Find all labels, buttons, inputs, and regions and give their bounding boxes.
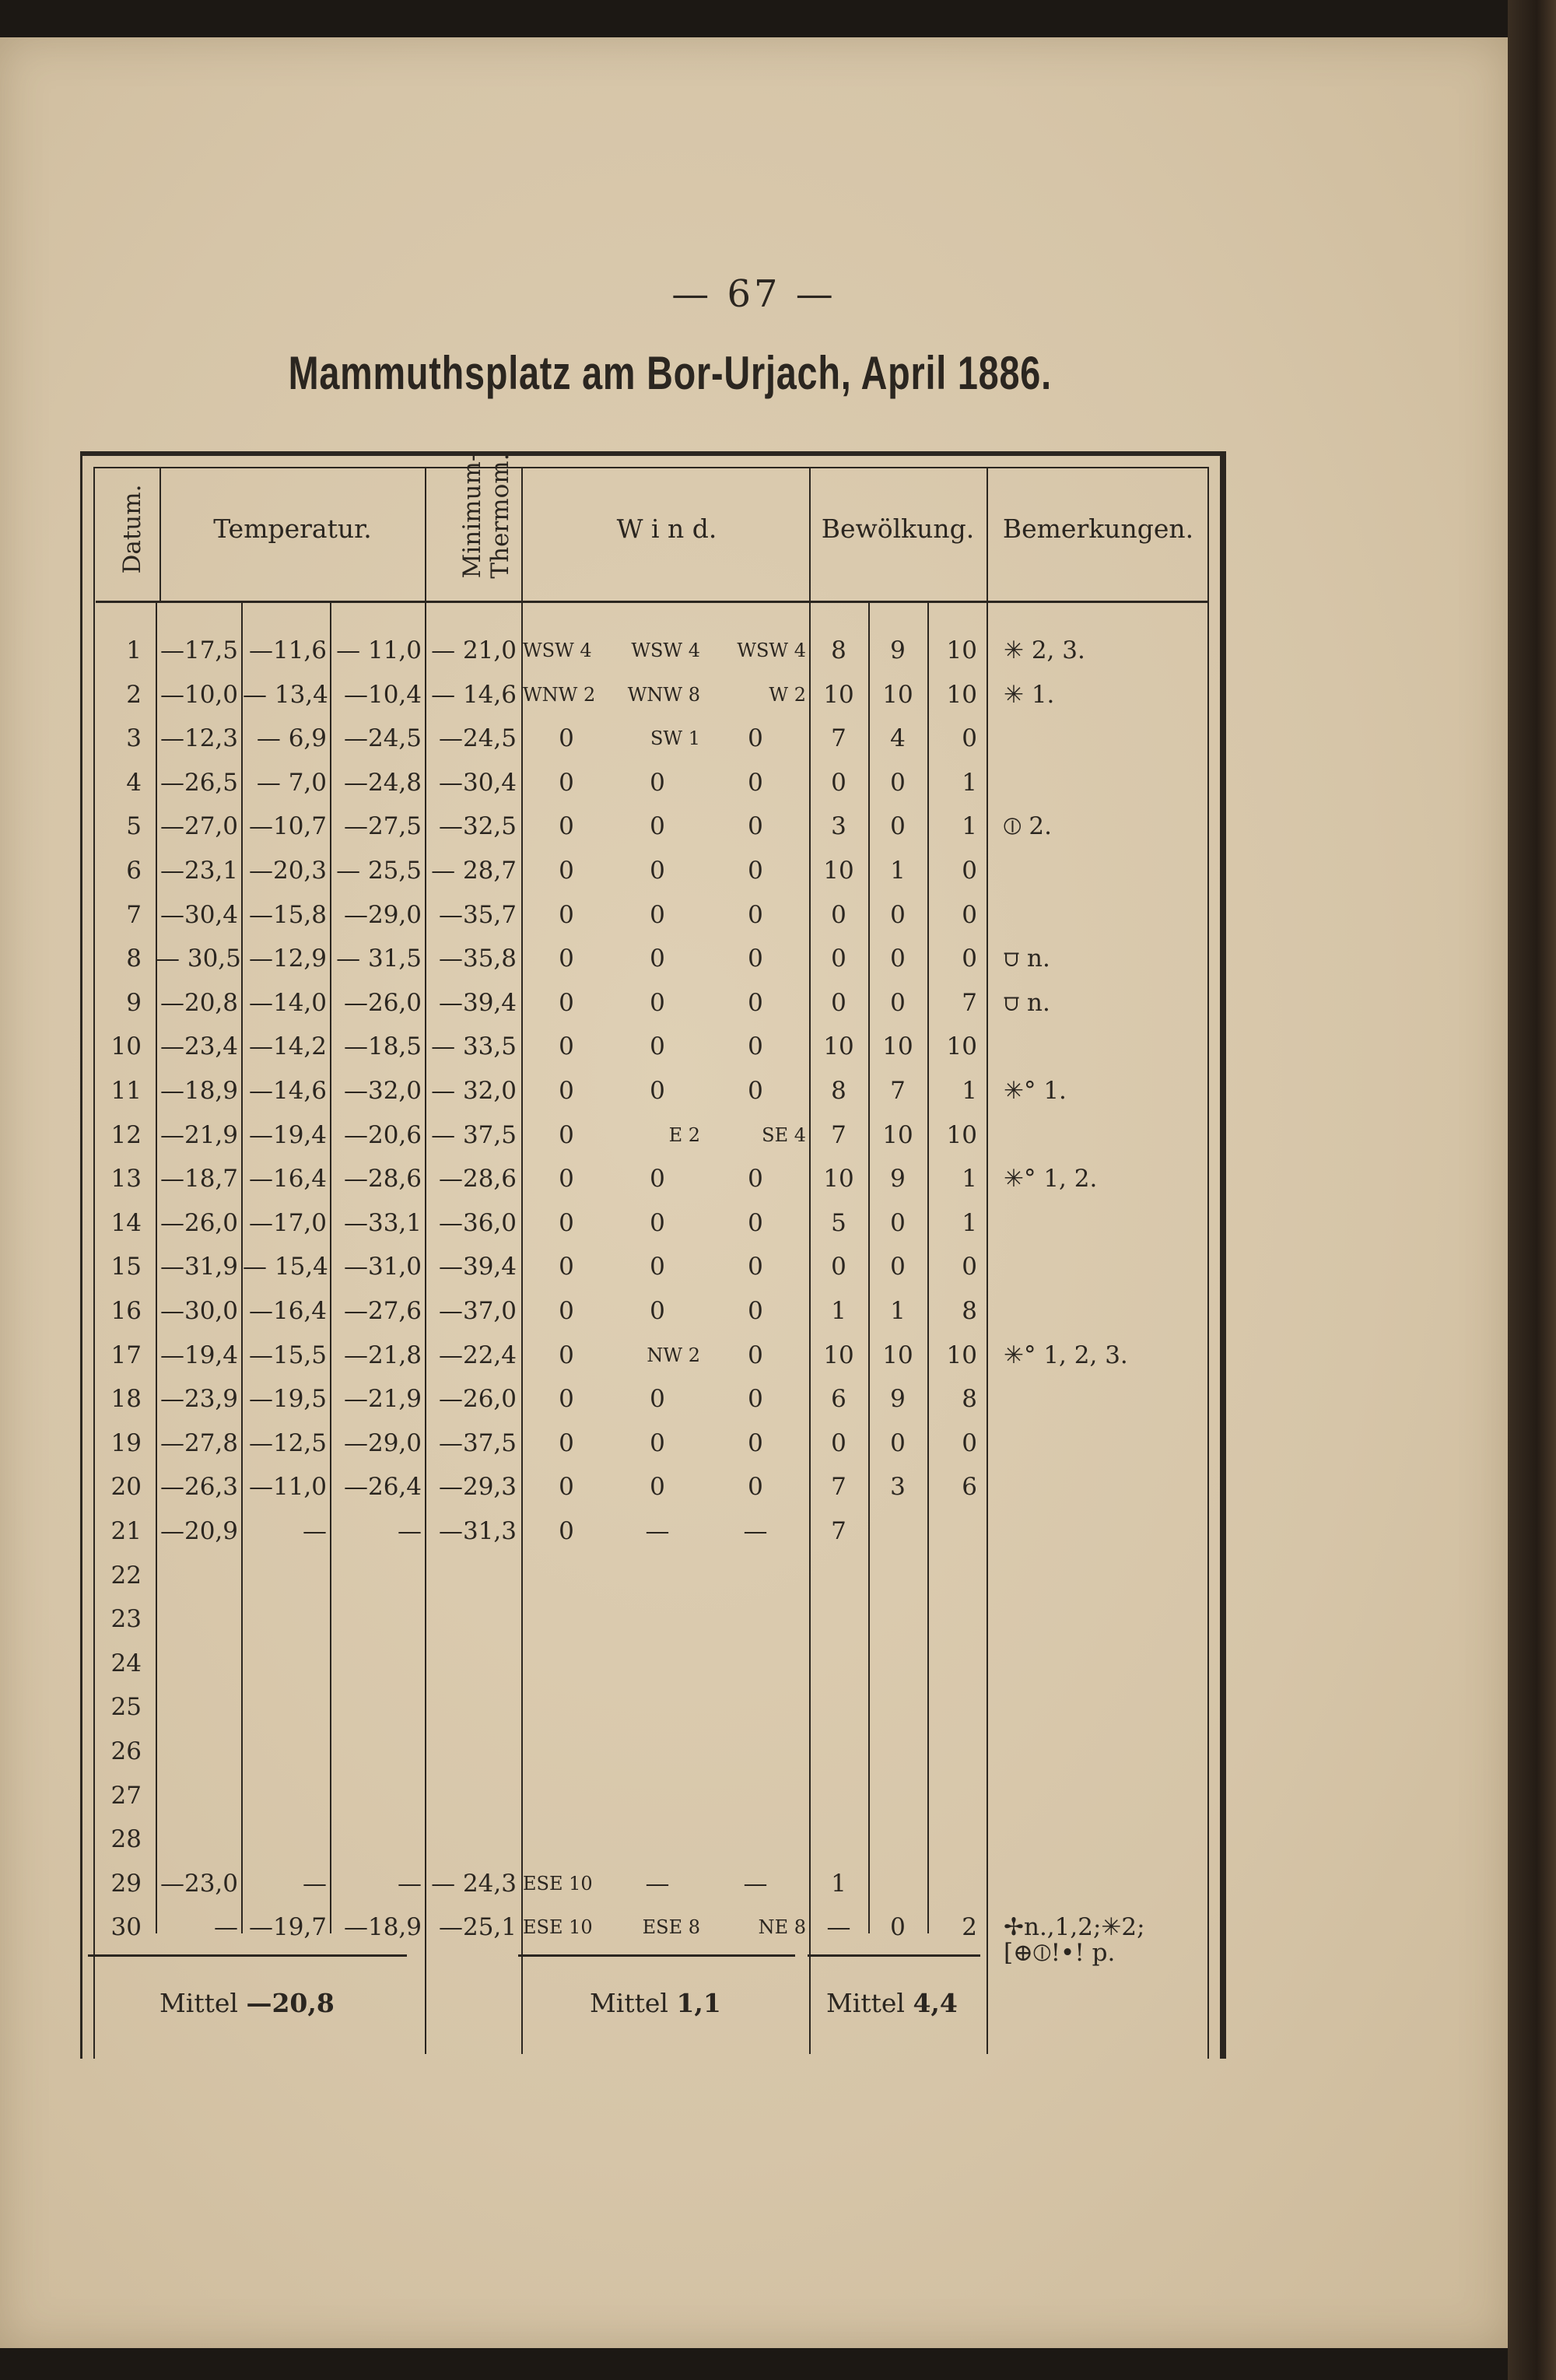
cell-w3: 0 xyxy=(748,857,763,885)
cell-w1: 0 xyxy=(559,1341,574,1369)
cell-d: 13 xyxy=(110,1165,142,1194)
rule-bew-bem xyxy=(987,467,988,2054)
cell-w2: 0 xyxy=(650,900,665,929)
cell-b2: 3 xyxy=(890,1473,906,1502)
cell-d: 5 xyxy=(126,812,142,841)
cell-w1: 0 xyxy=(559,1473,574,1502)
cell-t2: — xyxy=(303,1517,327,1545)
cell-b1: 7 xyxy=(831,1473,846,1502)
cell-b1: 10 xyxy=(823,857,854,885)
cell-d: 3 xyxy=(126,724,142,753)
cell-d: 16 xyxy=(110,1297,142,1325)
header-minimum-line1: Minimum- xyxy=(458,453,486,579)
cell-t3: —31,0 xyxy=(343,1253,422,1281)
cell-min: — 21,0 xyxy=(431,636,517,664)
cell-w1: 0 xyxy=(559,724,574,753)
cell-w2: 0 xyxy=(650,945,665,973)
cell-t2: — 7,0 xyxy=(256,768,327,797)
cell-t3: — 25,5 xyxy=(336,857,422,885)
cell-t3: —24,8 xyxy=(343,768,422,797)
cell-t2: — xyxy=(303,1869,327,1898)
mittel-temperatur-value: —20,8 xyxy=(246,1988,335,2018)
cell-b2: 10 xyxy=(882,1341,913,1369)
cell-b1: 6 xyxy=(831,1385,846,1414)
cell-w1: 0 xyxy=(559,1253,574,1281)
cell-w1: 0 xyxy=(559,1297,574,1325)
cell-d: 2 xyxy=(126,680,142,709)
cell-t1: — xyxy=(214,1913,238,1942)
cell-w3: 0 xyxy=(748,1253,763,1281)
cell-d: 12 xyxy=(110,1120,142,1149)
header-bemerkungen: Bemerkungen. xyxy=(1002,514,1194,544)
cell-t2: —14,2 xyxy=(248,1032,327,1061)
cell-bem: ⩌ n. xyxy=(1004,945,1050,973)
cell-b1: 0 xyxy=(831,1253,846,1281)
cell-w1: 0 xyxy=(559,945,574,973)
mittel-wind-value: 1,1 xyxy=(676,1988,721,2018)
cell-b2: 9 xyxy=(890,1165,906,1194)
cell-b3: 0 xyxy=(962,1428,977,1457)
cell-w3: 0 xyxy=(748,1032,763,1061)
cell-bem: ⩌ n. xyxy=(1004,988,1050,1017)
cell-b1: 10 xyxy=(823,1341,854,1369)
cell-w2: 0 xyxy=(650,1297,665,1325)
cell-bem: ⦶ 2. xyxy=(1004,812,1052,841)
cell-b2: 10 xyxy=(882,1120,913,1149)
cell-b1: 0 xyxy=(831,945,846,973)
cell-w1: WSW 4 xyxy=(523,640,592,661)
cell-w3: 0 xyxy=(748,1428,763,1457)
cell-t3: — xyxy=(398,1869,422,1898)
cell-b1: 10 xyxy=(823,1032,854,1061)
cell-t1: —12,3 xyxy=(159,724,238,753)
cell-b2: 1 xyxy=(890,1297,906,1325)
cell-t2: —16,4 xyxy=(248,1165,327,1194)
cell-t1: — 30,5 xyxy=(156,945,241,973)
cell-t3: —27,5 xyxy=(343,812,422,841)
cell-t2: —15,5 xyxy=(248,1341,327,1369)
cell-t2: —19,5 xyxy=(248,1385,327,1414)
mittel-bewolkung-value: 4,4 xyxy=(913,1988,958,2018)
cell-min: — 32,0 xyxy=(431,1077,517,1105)
cell-w2: E 2 xyxy=(668,1123,700,1146)
cell-d: 27 xyxy=(110,1781,142,1810)
mittel-label: Mittel xyxy=(826,1988,905,2018)
header-separator xyxy=(96,601,1208,603)
cell-t3: —20,6 xyxy=(343,1120,422,1149)
cell-b2: 0 xyxy=(890,768,906,797)
cell-min: —35,7 xyxy=(438,900,517,929)
cell-w3: 0 xyxy=(748,1208,763,1237)
cell-b1: 10 xyxy=(823,1165,854,1194)
cell-t3: —26,4 xyxy=(343,1473,422,1502)
cell-w3: 0 xyxy=(748,900,763,929)
mittel-sep-temp xyxy=(88,1954,407,1957)
cell-w1: ESE 10 xyxy=(523,1872,593,1895)
page-number: — 67 — xyxy=(671,272,836,316)
cell-w3: 0 xyxy=(748,1077,763,1105)
cell-b2: 7 xyxy=(890,1077,906,1105)
cell-w3: — xyxy=(743,1517,768,1545)
cell-t1: —17,5 xyxy=(159,636,238,664)
mittel-sep-bew xyxy=(808,1954,980,1957)
cell-t1: —31,9 xyxy=(159,1253,238,1281)
cell-b3: 10 xyxy=(946,1341,977,1369)
cell-b3: 8 xyxy=(962,1297,977,1325)
cell-b3: 8 xyxy=(962,1385,977,1414)
cell-d: 6 xyxy=(126,857,142,885)
cell-min: —24,5 xyxy=(438,724,517,753)
cell-t2: — 15,4 xyxy=(243,1253,328,1281)
cell-w2: 0 xyxy=(650,1253,665,1281)
cell-t3: —29,0 xyxy=(343,900,422,929)
cell-d: 25 xyxy=(110,1693,142,1722)
cell-t1: —26,3 xyxy=(159,1473,238,1502)
cell-w3: SE 4 xyxy=(762,1123,806,1146)
header-minimum-line2: Thermom. xyxy=(486,453,514,579)
cell-w3: 0 xyxy=(748,1473,763,1502)
cell-w3: 0 xyxy=(748,1165,763,1194)
cell-t1: —20,8 xyxy=(159,988,238,1017)
cell-w2: 0 xyxy=(650,988,665,1017)
cell-b3: 0 xyxy=(962,900,977,929)
cell-t2: —11,6 xyxy=(248,636,327,664)
cell-t3: — 11,0 xyxy=(336,636,422,664)
cell-t3: —21,8 xyxy=(343,1341,422,1369)
cell-min: —37,0 xyxy=(438,1297,517,1325)
header-wind: W i n d. xyxy=(616,514,717,544)
cell-w1: 0 xyxy=(559,1428,574,1457)
cell-t2: —17,0 xyxy=(248,1208,327,1237)
cell-d: 4 xyxy=(126,768,142,797)
cell-min: —37,5 xyxy=(438,1428,517,1457)
cell-b2: 10 xyxy=(882,680,913,709)
mittel-label: Mittel xyxy=(590,1988,668,2018)
cell-d: 9 xyxy=(126,988,142,1017)
cell-t3: — 31,5 xyxy=(336,945,422,973)
cell-w2: 0 xyxy=(650,1208,665,1237)
cell-t3: —29,0 xyxy=(343,1428,422,1457)
cell-t1: —21,9 xyxy=(159,1120,238,1149)
cell-b2: 0 xyxy=(890,1428,906,1457)
cell-b1: 5 xyxy=(831,1208,846,1237)
cell-min: —28,6 xyxy=(438,1165,517,1194)
cell-w1: WNW 2 xyxy=(523,683,596,706)
cell-b3: 2 xyxy=(962,1913,977,1942)
cell-t1: —18,9 xyxy=(159,1077,238,1105)
cell-t3: —10,4 xyxy=(343,680,422,709)
cell-w3: 0 xyxy=(748,1297,763,1325)
cell-w3: — xyxy=(743,1869,768,1898)
cell-t1: —30,0 xyxy=(159,1297,238,1325)
cell-d: 23 xyxy=(110,1605,142,1634)
cell-t2: — 6,9 xyxy=(256,724,327,753)
cell-w2: NW 2 xyxy=(647,1344,700,1366)
cell-w2: 0 xyxy=(650,1428,665,1457)
cell-b3: 10 xyxy=(946,1120,977,1149)
page-title: Mammuthsplatz am Bor-Urjach, April 1886. xyxy=(288,347,1052,399)
cell-b3: 6 xyxy=(962,1473,977,1502)
cell-w1: 0 xyxy=(559,1385,574,1414)
cell-min: —22,4 xyxy=(438,1341,517,1369)
cell-min: — 14,6 xyxy=(431,680,517,709)
mittel-sep-wind xyxy=(518,1954,795,1957)
cell-bem: ✳° 1, 2. xyxy=(1004,1165,1098,1194)
cell-t2: —16,4 xyxy=(248,1297,327,1325)
cell-w1: 0 xyxy=(559,900,574,929)
cell-b3: 0 xyxy=(962,724,977,753)
cell-t2: —12,5 xyxy=(248,1428,327,1457)
cell-min: —35,8 xyxy=(438,945,517,973)
cell-min: — 24,3 xyxy=(431,1869,517,1898)
cell-w2: 0 xyxy=(650,1077,665,1105)
cell-b3: 1 xyxy=(962,768,977,797)
cell-w3: 0 xyxy=(748,988,763,1017)
cell-w2: WNW 8 xyxy=(627,683,700,706)
cell-t2: —19,4 xyxy=(248,1120,327,1149)
cell-b1: 0 xyxy=(831,988,846,1017)
cell-w2: 0 xyxy=(650,857,665,885)
cell-d: 20 xyxy=(110,1473,142,1502)
cell-t2: —12,9 xyxy=(248,945,327,973)
cell-w2: 0 xyxy=(650,1032,665,1061)
cell-w2: 0 xyxy=(650,1165,665,1194)
cell-t3: —18,9 xyxy=(343,1913,422,1942)
cell-b3: 1 xyxy=(962,812,977,841)
rule-datum-header xyxy=(159,467,161,603)
cell-b1: 0 xyxy=(831,1428,846,1457)
cell-w3: NE 8 xyxy=(758,1916,806,1939)
cell-b1: — xyxy=(826,1913,851,1942)
cell-b2: 1 xyxy=(890,857,906,885)
book-spine xyxy=(1508,0,1556,2380)
cell-b2: 9 xyxy=(890,1385,906,1414)
cell-t2: —14,0 xyxy=(248,988,327,1017)
cell-b3: 10 xyxy=(946,680,977,709)
cell-t1: —23,1 xyxy=(159,857,238,885)
header-bewolkung: Bewölkung. xyxy=(821,514,975,544)
cell-t3: —33,1 xyxy=(343,1208,422,1237)
cell-min: — 28,7 xyxy=(431,857,517,885)
cell-min: —39,4 xyxy=(438,1253,517,1281)
cell-t3: —24,5 xyxy=(343,724,422,753)
cell-w2: 0 xyxy=(650,1473,665,1502)
cell-w2: ESE 8 xyxy=(642,1916,700,1939)
cell-d: 18 xyxy=(110,1385,142,1414)
cell-t1: —10,0 xyxy=(159,680,238,709)
cell-t1: —27,8 xyxy=(159,1428,238,1457)
cell-t3: —26,0 xyxy=(343,988,422,1017)
cell-t1: —30,4 xyxy=(159,900,238,929)
cell-w3: 0 xyxy=(748,1341,763,1369)
cell-t2: —11,0 xyxy=(248,1473,327,1502)
cell-w3: 0 xyxy=(748,945,763,973)
cell-min: — 33,5 xyxy=(431,1032,517,1061)
cell-d: 22 xyxy=(110,1561,142,1590)
cell-bem: ✳° 1, 2, 3. xyxy=(1004,1341,1128,1369)
cell-w1: 0 xyxy=(559,1120,574,1149)
cell-b3: 1 xyxy=(962,1077,977,1105)
cell-bem: ✳ 1. xyxy=(1004,680,1055,709)
cell-d: 21 xyxy=(110,1517,142,1545)
cell-b1: 3 xyxy=(831,812,846,841)
cell-min: —29,3 xyxy=(438,1473,517,1502)
cell-b2: 0 xyxy=(890,945,906,973)
cell-b2: 0 xyxy=(890,988,906,1017)
cell-w1: ESE 10 xyxy=(523,1916,593,1939)
cell-b2: 0 xyxy=(890,1208,906,1237)
cell-min: —25,1 xyxy=(438,1913,517,1942)
cell-b3: 0 xyxy=(962,857,977,885)
cell-b3: 10 xyxy=(946,636,977,664)
cell-t2: —10,7 xyxy=(248,812,327,841)
cell-t2: —15,8 xyxy=(248,900,327,929)
cell-min: —39,4 xyxy=(438,988,517,1017)
row-30-remarks-line2: [⊕⦶!•! p. xyxy=(1004,1939,1116,1967)
cell-d: 11 xyxy=(110,1077,142,1105)
header-temperatur: Temperatur. xyxy=(213,514,372,544)
cell-b1: 0 xyxy=(831,900,846,929)
cell-d: 10 xyxy=(110,1032,142,1061)
cell-b2: 10 xyxy=(882,1032,913,1061)
mittel-bewolkung xyxy=(826,1988,958,2018)
cell-w2: 0 xyxy=(650,812,665,841)
cell-w1: 0 xyxy=(559,812,574,841)
cell-w2: 0 xyxy=(650,768,665,797)
cell-b1: 10 xyxy=(823,680,854,709)
cell-b1: 1 xyxy=(831,1297,846,1325)
cell-b2: 0 xyxy=(890,1253,906,1281)
cell-w3: 0 xyxy=(748,768,763,797)
cell-t1: —20,9 xyxy=(159,1517,238,1545)
cell-t1: —23,9 xyxy=(159,1385,238,1414)
cell-t2: —14,6 xyxy=(248,1077,327,1105)
cell-b2: 4 xyxy=(890,724,906,753)
cell-bem: ✳ 2, 3. xyxy=(1004,636,1085,664)
cell-t1: —27,0 xyxy=(159,812,238,841)
cell-d: 17 xyxy=(110,1341,142,1369)
cell-min: —32,5 xyxy=(438,812,517,841)
cell-d: 19 xyxy=(110,1428,142,1457)
cell-b3: 1 xyxy=(962,1165,977,1194)
cell-b3: 1 xyxy=(962,1208,977,1237)
cell-b3: 7 xyxy=(962,988,977,1017)
cell-b1: 8 xyxy=(831,636,846,664)
cell-w1: 0 xyxy=(559,1077,574,1105)
cell-b2: 0 xyxy=(890,900,906,929)
cell-t3: —18,5 xyxy=(343,1032,422,1061)
mittel-wind xyxy=(590,1988,721,2018)
cell-min: — 37,5 xyxy=(431,1120,517,1149)
cell-b2: 0 xyxy=(890,812,906,841)
cell-b1: 7 xyxy=(831,1120,846,1149)
cell-bem: ✢n.,1,2;✳2; xyxy=(1004,1913,1145,1942)
cell-t2: — 13,4 xyxy=(243,680,328,709)
header-datum: Datum. xyxy=(118,484,146,574)
cell-b3: 0 xyxy=(962,1253,977,1281)
cell-d: 1 xyxy=(126,636,142,664)
cell-w1: 0 xyxy=(559,1208,574,1237)
cell-t3: —27,6 xyxy=(343,1297,422,1325)
cell-t3: — xyxy=(398,1517,422,1545)
cell-d: 7 xyxy=(126,900,142,929)
cell-w3: 0 xyxy=(748,724,763,753)
cell-b3: 0 xyxy=(962,945,977,973)
cell-d: 28 xyxy=(110,1825,142,1854)
cell-d: 30 xyxy=(110,1913,142,1942)
cell-w3: WSW 4 xyxy=(737,640,806,661)
cell-t3: —28,6 xyxy=(343,1165,422,1194)
cell-t2: —20,3 xyxy=(248,857,327,885)
cell-b3: 10 xyxy=(946,1032,977,1061)
cell-t3: —21,9 xyxy=(343,1385,422,1414)
cell-b1: 1 xyxy=(831,1869,846,1898)
cell-b2: 0 xyxy=(890,1913,906,1942)
cell-b1: 7 xyxy=(831,724,846,753)
mittel-temperatur xyxy=(159,1988,335,2018)
cell-min: —30,4 xyxy=(438,768,517,797)
cell-w3: 0 xyxy=(748,1385,763,1414)
cell-b1: 7 xyxy=(831,1517,846,1545)
cell-w1: 0 xyxy=(559,988,574,1017)
cell-b1: 0 xyxy=(831,768,846,797)
cell-w2: — xyxy=(645,1517,670,1545)
cell-b1: 8 xyxy=(831,1077,846,1105)
cell-d: 29 xyxy=(110,1869,142,1898)
cell-t1: —18,7 xyxy=(159,1165,238,1194)
cell-w2: 0 xyxy=(650,1385,665,1414)
cell-bem: ✳° 1. xyxy=(1004,1077,1067,1105)
cell-d: 24 xyxy=(110,1649,142,1677)
cell-min: —31,3 xyxy=(438,1517,517,1545)
cell-t1: —19,4 xyxy=(159,1341,238,1369)
cell-t1: —26,0 xyxy=(159,1208,238,1237)
cell-d: 14 xyxy=(110,1208,142,1237)
cell-w1: 0 xyxy=(559,1032,574,1061)
cell-w2: WSW 4 xyxy=(631,640,700,661)
cell-d: 26 xyxy=(110,1737,142,1765)
mittel-label: Mittel xyxy=(159,1988,238,2018)
cell-w2: SW 1 xyxy=(650,727,700,750)
cell-b2: 9 xyxy=(890,636,906,664)
cell-w3: W 2 xyxy=(769,683,806,706)
cell-d: 15 xyxy=(110,1253,142,1281)
cell-t1: —23,0 xyxy=(159,1869,238,1898)
cell-w1: 0 xyxy=(559,768,574,797)
cell-min: —26,0 xyxy=(438,1385,517,1414)
cell-w1: 0 xyxy=(559,857,574,885)
cell-t1: —23,4 xyxy=(159,1032,238,1061)
cell-w3: 0 xyxy=(748,812,763,841)
cell-min: —36,0 xyxy=(438,1208,517,1237)
cell-d: 8 xyxy=(126,945,142,973)
cell-w1: 0 xyxy=(559,1517,574,1545)
cell-w1: 0 xyxy=(559,1165,574,1194)
cell-w2: — xyxy=(645,1869,670,1898)
cell-t1: —26,5 xyxy=(159,768,238,797)
cell-t3: —32,0 xyxy=(343,1077,422,1105)
cell-t2: —19,7 xyxy=(248,1913,327,1942)
